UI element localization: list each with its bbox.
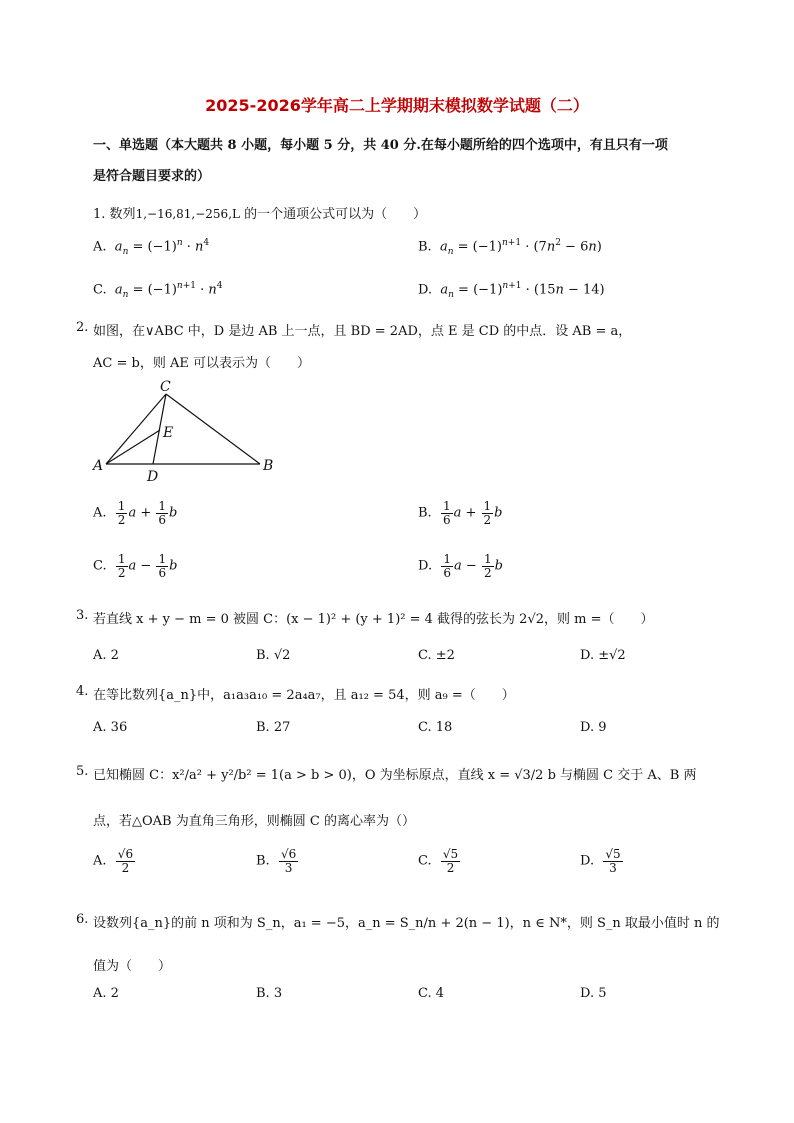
q1-option-a[interactable]: A. $a_n = (-1)^n \cdot n^4$ <box>93 238 210 257</box>
side-ac <box>106 394 166 464</box>
segment-ae <box>106 430 160 464</box>
q4-option-c[interactable]: C. 18 <box>418 720 453 735</box>
q1-option-b[interactable]: B. $a_n = (-1)^{n+1} \cdot (7n^2 - 6n)$ <box>418 238 602 257</box>
q6-option-d[interactable]: D. 5 <box>580 986 607 1001</box>
q3-option-d[interactable]: D. ±√2 <box>580 648 626 663</box>
q3-option-a[interactable]: A. 2 <box>93 648 119 663</box>
q5-option-c[interactable]: C. $\frac{√5}{2}$ <box>418 847 459 875</box>
question-2-number: 2. <box>76 320 89 335</box>
page-title: 2025-2026学年高二上学期期末模拟数学试题（二） <box>205 96 589 115</box>
sequence-expression: 1,−16,81,−256,L <box>135 207 240 221</box>
q2-option-c[interactable]: C. $\frac{1}{2}$ a − $\frac{1}{6}$ b <box>93 552 178 580</box>
question-6-number: 6. <box>76 912 89 927</box>
label-d: D <box>147 469 159 485</box>
question-5-cont: 点，若△OAB 为直角三角形，则椭圆 C 的离心率为（） <box>93 814 415 829</box>
label-b: B <box>263 458 274 474</box>
q3-option-b[interactable]: B. √2 <box>256 648 291 663</box>
q2-option-a[interactable]: A. $\frac{1}{2}$ a + $\frac{1}{6}$ b <box>93 499 178 527</box>
q2-option-b[interactable]: B. $\frac{1}{6}$ a + $\frac{1}{2}$ b <box>418 499 503 527</box>
question-6: 设数列{a_n}的前 n 项和为 S_n，a₁ = −5，a_n = S_n/n + 2(n − 1)，n ∈ N*，则 S_n 取最小值时 n 的 <box>93 916 720 931</box>
question-5: 已知椭圆 C：x²/a² + y²/b² = 1(a > b > 0)，O 为坐标原点，直线 x = √3/2 b 与椭圆 C 交于 A、B 两 <box>93 768 697 783</box>
q4-option-d[interactable]: D. 9 <box>580 720 607 735</box>
q6-option-c[interactable]: C. 4 <box>418 986 445 1001</box>
question-2: 如图，在∨ABC 中，D 是边 AB 上一点，且 BD = 2AD，点 E 是 CD 的中点．设 AB = a， <box>93 324 632 339</box>
question-6-cont: 值为（ ） <box>93 959 172 974</box>
label-e: E <box>163 425 174 441</box>
question-4: 在等比数列{a_n}中，a₁a₃a₁₀ = 2a₄a₇，且 a₁₂ = 54，则 a₉ =（ ） <box>93 688 515 703</box>
question-1: 1. 数列1,−16,81,−256,L 的一个通项公式可以为（ ） <box>93 207 427 222</box>
q3-option-c[interactable]: C. ±2 <box>418 648 455 663</box>
section-header: 一、单选题（本大题共 8 小题，每小题 5 分，共 40 分.在每小题所给的四个选项中，有且只有一项 <box>93 138 668 153</box>
side-bc <box>166 394 260 464</box>
q4-option-a[interactable]: A. 36 <box>93 720 128 735</box>
question-5-number: 5. <box>76 764 89 779</box>
q4-option-b[interactable]: B. 27 <box>256 720 291 735</box>
question-3-number: 3. <box>76 608 89 623</box>
triangle-diagram <box>90 380 290 485</box>
label-a: A <box>93 458 104 474</box>
q1-option-c[interactable]: C. $a_n = (-1)^{n+1} \cdot n^4$ <box>93 281 223 300</box>
question-4-number: 4. <box>76 684 89 699</box>
label-c: C <box>160 380 171 395</box>
q6-option-b[interactable]: B. 3 <box>256 986 283 1001</box>
section-header-cont: 是符合题目要求的） <box>93 169 211 184</box>
q5-option-d[interactable]: D. $\frac{√5}{3}$ <box>580 847 621 875</box>
question-3: 若直线 x + y − m = 0 被圆 C：(x − 1)² + (y + 1)² = 4 截得的弦长为 2√2，则 m =（ ） <box>93 612 654 627</box>
q2-option-d[interactable]: D. $\frac{1}{6}$ a − $\frac{1}{2}$ b <box>418 552 503 580</box>
q1-option-d[interactable]: D. $a_n = (-1)^{n+1} \cdot (15n - 14)$ <box>418 281 605 300</box>
q5-option-b[interactable]: B. $\frac{√6}{3}$ <box>256 847 297 875</box>
question-2-cont: AC = b，则 AE 可以表示为（ ） <box>93 356 310 371</box>
q5-option-a[interactable]: A. $\frac{√6}{2}$ <box>93 847 134 875</box>
q6-option-a[interactable]: A. 2 <box>93 986 119 1001</box>
